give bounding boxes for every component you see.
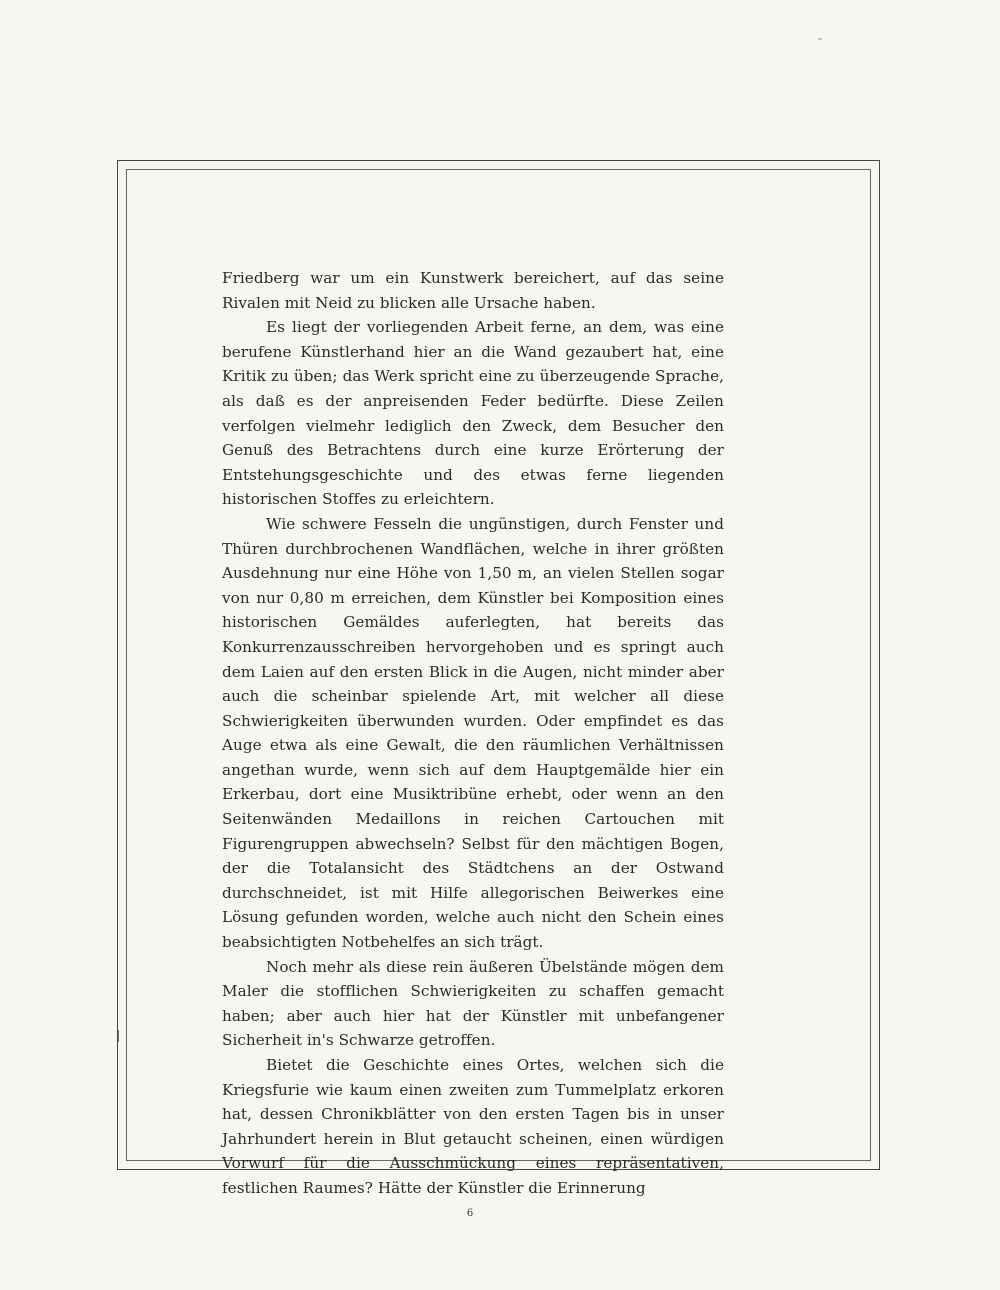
paragraph-5: Bietet die Geschichte eines Ortes, welchen sich die Kriegsfurie wie kaum einen zweiten zum Tummelplatz erkoren hat, dessen Chronikblätter von den ersten Tagen bis in unser Jahrhundert herein in Blut getaucht scheinen, einen würdigen Vorwurf für die Ausschmückung eines repräsentativen, festlichen Raumes? Hätte der Künstler die Erinnerung (222, 1056, 724, 1197)
body-text (222, 266, 724, 1201)
paragraph-4: Noch mehr als diese rein äußeren Übelstände mögen dem Maler die stofflichen Schwierigkeiten zu schaffen gemacht haben; aber auch hier hat der Künstler mit unbefangener Sicherheit in's Schwarze getroffen. (222, 957, 724, 1050)
paragraph-2: Es liegt der vorliegenden Arbeit ferne, an dem, was eine berufene Künstlerhand hier an die Wand gezaubert hat, eine Kritik zu üben; das Werk spricht eine zu überzeugende Sprache, als daß es der anpreisenden Feder bedürfte. Diese Zeilen verfolgen vielmehr lediglich den Zweck, dem Besucher den Genuß des Betrachtens durch eine kurze Erörterung der Entstehungsgeschichte und des etwas ferne liegenden historischen Stoffes zu erleichtern. (222, 318, 724, 509)
paragraph-1: Friedberg war um ein Kunstwerk bereichert, auf das seine Rivalen mit Neid zu blicken alle Ursache haben. (222, 269, 724, 312)
paper-speck (818, 38, 822, 40)
page-number: 6 (466, 1208, 474, 1219)
border-mark (118, 1030, 119, 1042)
paragraph-3: Wie schwere Fesseln die ungünstigen, durch Fenster und Thüren durchbrochenen Wandflächen, welche in ihrer größten Ausdehnung nur eine Höhe von 1,50 m, an vielen Stellen sogar von nur 0,80 m erreichen, dem Künstler bei Komposition eines historischen Gemäldes auferlegten, hat bereits das Konkurrenzausschreiben hervorgehoben und es springt auch dem Laien auf den ersten Blick in die Augen, nicht minder aber auch die scheinbar spielende Art, mit welcher all diese Schwierigkeiten überwunden wurden. Oder empfindet es das Auge etwa als eine Gewalt, die den räumlichen Verhältnissen angethan wurde, wenn sich auf dem Hauptgemälde hier ein Erkerbau, dort eine Musiktribüne erhebt, oder wenn an den Seitenwänden Medaillons in reichen Cartouchen mit Figurengruppen abwechseln? Selbst für den mächtigen Bogen, der die Totalansicht des Städtchens an der Ostwand durchschneidet, ist mit Hilfe allegorischen Beiwerkes eine Lösung gefunden worden, welche auch nicht den Schein eines beabsichtigten Notbehelfes an sich trägt. (222, 514, 724, 952)
